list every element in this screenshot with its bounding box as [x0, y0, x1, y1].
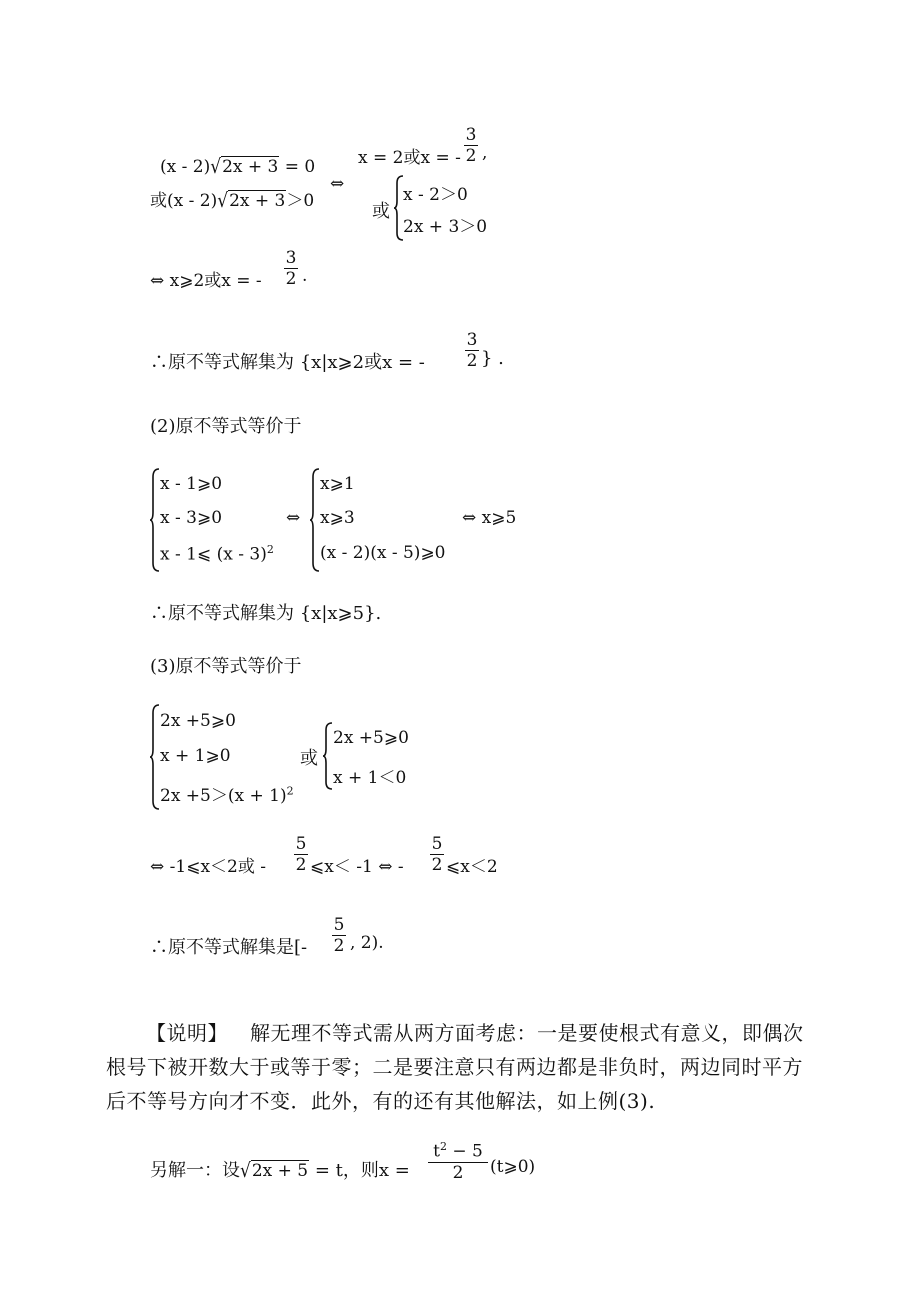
denominator: 2: [452, 1162, 464, 1183]
part2-intro: (2)原不等式等价于: [150, 416, 302, 437]
sys-line: (x - 2)(x - 5)⩾0: [320, 543, 446, 563]
part3-intro: (3)原不等式等价于: [150, 656, 302, 677]
fraction: [465, 331, 479, 370]
note-label: 【说明】: [146, 1021, 228, 1045]
radicand: 2x + 3: [229, 191, 286, 211]
denominator: 2: [333, 936, 345, 956]
eq1-factor: (x - 2): [160, 157, 211, 177]
conclusion-3: ∴原不等式解集是[-: [150, 937, 308, 958]
sys-line: x + 1⩾0: [160, 746, 231, 766]
comma: ,: [482, 143, 488, 163]
eq-line-2: [150, 186, 314, 211]
iff-symbol: ⇔: [330, 174, 345, 194]
denominator: 2: [295, 855, 307, 875]
sqrt-sign: √: [210, 155, 222, 179]
fraction: [294, 835, 308, 874]
denominator: 2: [285, 269, 297, 289]
fraction: [430, 835, 444, 874]
conclusion-2: ∴原不等式解集为 {x|x⩾5}.: [150, 603, 382, 624]
sys-line: x - 1⩾0: [160, 474, 223, 494]
numerator: [428, 1138, 488, 1161]
sys-line: 2x +5⩾0: [160, 711, 236, 731]
sqrt-sign: √: [240, 1159, 251, 1183]
sys-line-text: x - 1⩽ (x - 3): [160, 544, 267, 565]
conclusion-1: ∴原不等式解集为 {x|x⩾2或x = -: [150, 352, 425, 373]
iff-chain-tail: ⩽x＜2: [446, 857, 498, 877]
iff-line: ⇔ x⩾2或x = -: [150, 271, 262, 291]
denominator: 2: [431, 855, 443, 875]
sys-line: 2x + 3＞0: [403, 217, 488, 237]
eq-line-1: [160, 156, 315, 177]
fraction: [464, 126, 478, 165]
conclusion-3-tail: , 2).: [350, 933, 384, 953]
period: .: [302, 266, 308, 286]
note-paragraph: [106, 1016, 806, 1118]
radicand: 2x + 5: [251, 1161, 309, 1181]
numerator: 3: [465, 125, 477, 145]
sys-line: x⩾3: [320, 508, 355, 528]
or-text: 或: [372, 201, 390, 222]
denominator: 2: [466, 351, 478, 371]
alt-line: [150, 1156, 410, 1182]
iff-symbol: ⇔: [286, 508, 301, 528]
fraction: [284, 249, 298, 288]
sys-line: x - 3⩾0: [160, 508, 223, 528]
radicand: 2x + 3: [222, 157, 279, 177]
fraction: [332, 916, 346, 955]
sys-line: x + 1＜0: [333, 768, 407, 788]
sys-line-text: 2x +5＞(x + 1): [160, 786, 287, 806]
exponent: 2: [286, 784, 294, 798]
left-brace: [150, 704, 160, 810]
left-brace: [323, 722, 333, 790]
right-top-text: x = 2或x = -: [358, 148, 461, 168]
numerator: 3: [285, 248, 297, 268]
left-brace: [150, 468, 160, 572]
exponent: 2: [439, 1140, 447, 1153]
sys-line: [160, 781, 294, 806]
left-brace: [310, 468, 320, 572]
alt-tail: (t⩾0): [490, 1157, 536, 1177]
numerator: 5: [431, 834, 443, 854]
numerator: 3: [466, 330, 478, 350]
exponent: 2: [266, 543, 274, 556]
iff-chain-head: ⇔ -1⩽x＜2或 -: [150, 857, 267, 877]
sys-line: 2x +5⩾0: [333, 728, 409, 748]
or-text: 或: [300, 748, 318, 769]
iff-chain-mid: ⩽x＜ -1 ⇔ -: [310, 857, 404, 877]
eq1-tail: = 0: [279, 157, 316, 177]
alt-mid: = t，则x =: [309, 1160, 410, 1181]
num-base: t: [433, 1141, 440, 1162]
sqrt-sign: √: [217, 189, 229, 213]
conclusion-1-tail: } .: [481, 348, 504, 369]
eq2-tail: ＞0: [286, 191, 315, 211]
sys-line: x⩾1: [320, 474, 355, 494]
numerator: 5: [333, 915, 345, 935]
denominator: 2: [465, 146, 477, 166]
eq2-head: 或(x - 2): [150, 191, 218, 211]
alt-head: 另解一：设: [150, 1160, 240, 1181]
numerator: 5: [295, 834, 307, 854]
fraction: [428, 1138, 488, 1182]
iff-result: ⇔ x⩾5: [462, 508, 517, 528]
num-tail: − 5: [446, 1141, 483, 1162]
note-text: 解无理不等式需从两方面考虑：一是要使根式有意义，即偶次根号下被开数大于或等于零；二是要注意只有两边都是非负时，两边同时平方后不等号方向才不变．此外，有的还有其他解法，如上例(3).: [106, 1021, 804, 1113]
sys-line: x - 2＞0: [403, 185, 468, 205]
sys-line: [160, 543, 274, 565]
